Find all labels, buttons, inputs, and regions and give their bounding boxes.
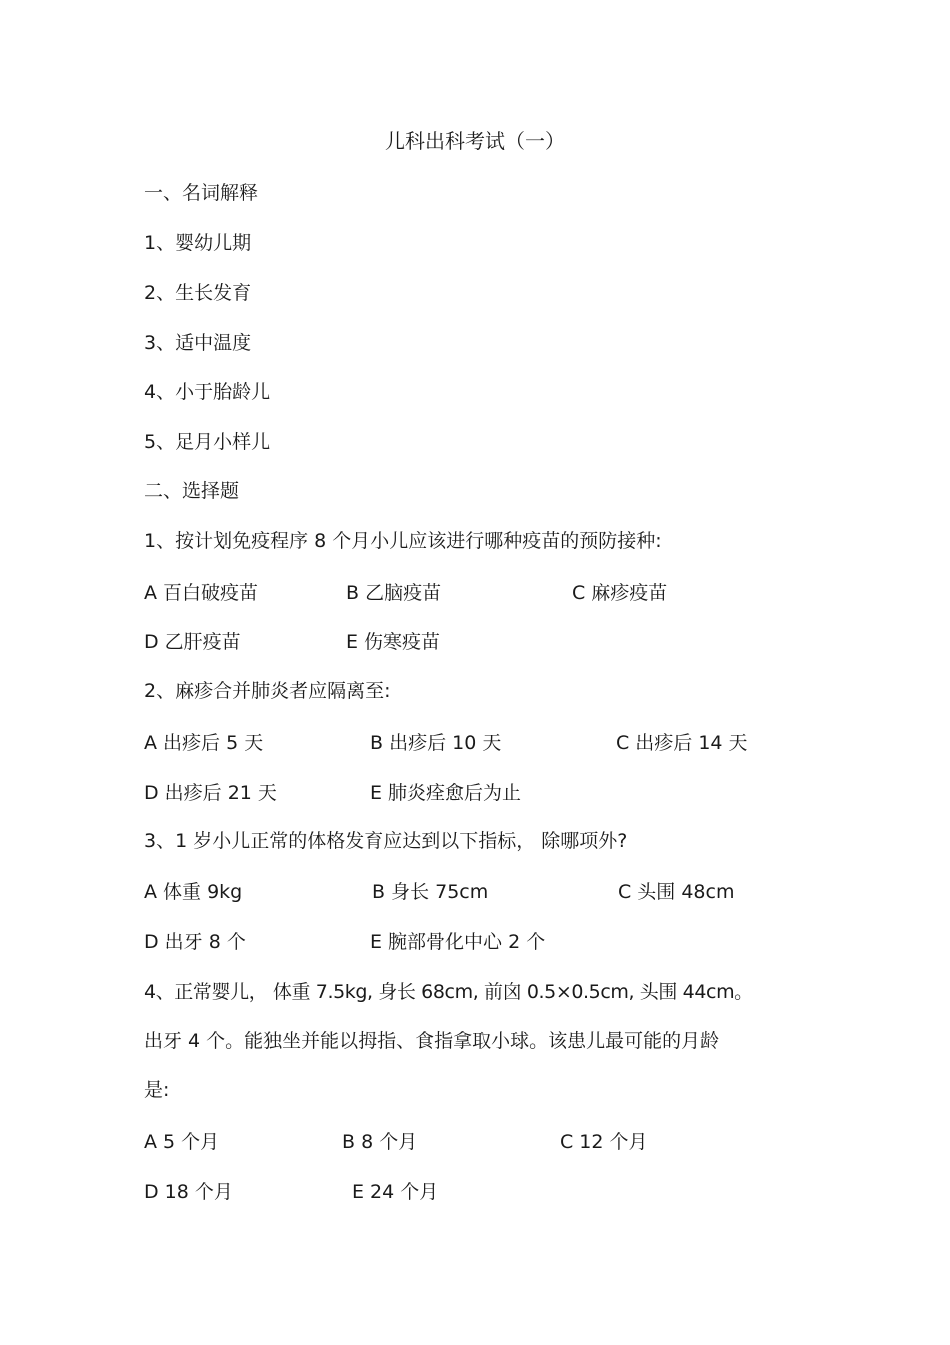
option-e: E 肺炎痊愈后为止	[370, 782, 522, 804]
question-stem: 1、按计划免疫程序 8 个月小儿应该进行哪种疫苗的预防接种:	[144, 530, 662, 552]
section-heading-definitions: 一、名词解释	[144, 182, 259, 204]
option-b: B 乙脑疫苗	[346, 582, 442, 604]
option-a: A 百白破疫苗	[144, 582, 259, 604]
question-stem: 3、1 岁小儿正常的体格发育应达到以下指标， 除哪项外?	[144, 830, 628, 852]
term-item: 5、足月小样儿	[144, 431, 271, 453]
term-item: 3、适中温度	[144, 332, 252, 354]
question-stem: 2、麻疹合并肺炎者应隔离至:	[144, 680, 391, 702]
term-item: 4、小于胎龄儿	[144, 381, 271, 403]
option-b: B 身长 75cm	[372, 881, 489, 903]
option-d: D 出疹后 21 天	[144, 782, 277, 804]
option-d: D 乙肝疫苗	[144, 631, 241, 653]
option-a: A 5 个月	[144, 1131, 220, 1153]
question-stem-line: 4、正常婴儿， 体重 7.5kg, 身长 68cm, 前囟 0.5×0.5cm, 头围 44cm。	[144, 981, 753, 1003]
option-b: B 出疹后 10 天	[370, 732, 502, 754]
option-b: B 8 个月	[342, 1131, 418, 1153]
question-stem-line: 出牙 4 个。能独坐并能以拇指、食指拿取小球。该患儿最可能的月龄	[144, 1030, 720, 1052]
option-d: D 18 个月	[144, 1181, 233, 1203]
option-d: D 出牙 8 个	[144, 931, 246, 953]
option-e: E 腕部骨化中心 2 个	[370, 931, 546, 953]
option-c: C 头围 48cm	[618, 881, 735, 903]
option-c: C 出疹后 14 天	[616, 732, 748, 754]
option-e: E 伤寒疫苗	[346, 631, 441, 653]
option-e: E 24 个月	[352, 1181, 439, 1203]
term-item: 1、婴幼儿期	[144, 232, 252, 254]
page-title: 儿科出科考试（一）	[385, 129, 565, 153]
option-c: C 12 个月	[560, 1131, 648, 1153]
term-item: 2、生长发育	[144, 282, 252, 304]
option-a: A 出疹后 5 天	[144, 732, 264, 754]
option-a: A 体重 9kg	[144, 881, 243, 903]
question-stem-line: 是:	[144, 1079, 170, 1101]
option-c: C 麻疹疫苗	[572, 582, 668, 604]
section-heading-choice: 二、选择题	[144, 480, 240, 502]
